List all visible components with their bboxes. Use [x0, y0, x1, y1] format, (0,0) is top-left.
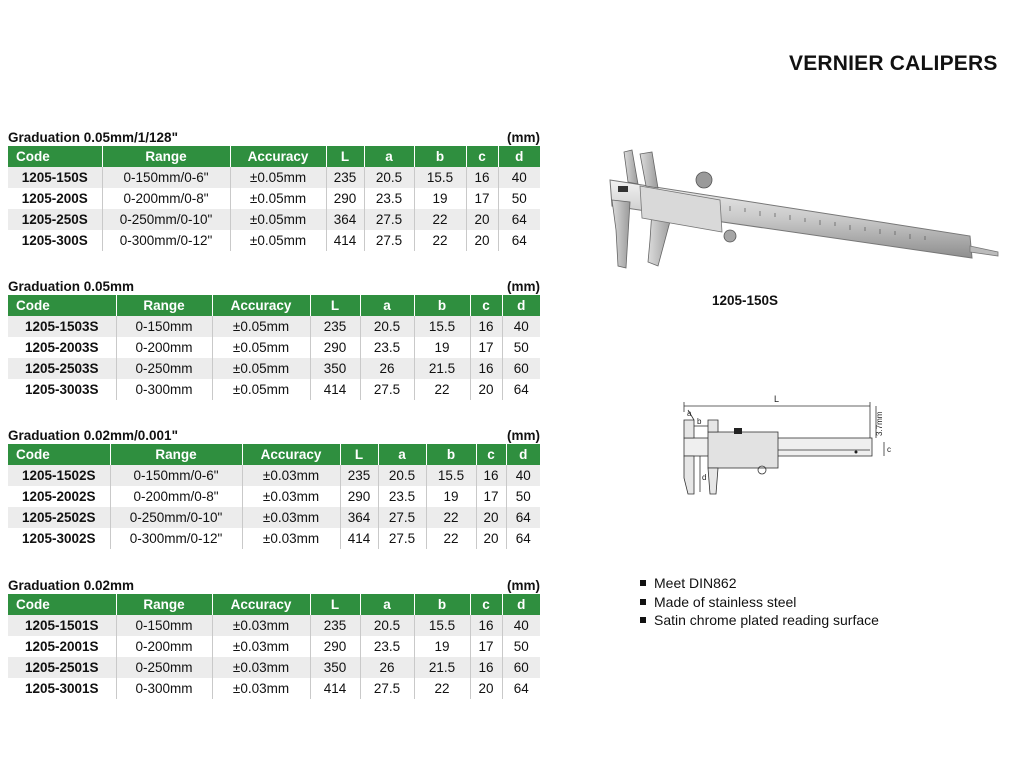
cell: 20: [470, 379, 502, 400]
cell: 0-150mm/0-6": [110, 465, 242, 486]
cell: 60: [502, 358, 540, 379]
col-range: Range: [116, 295, 212, 316]
cell: 40: [502, 316, 540, 337]
cell: 15.5: [414, 316, 470, 337]
cell: 17: [466, 188, 498, 209]
cell: 27.5: [360, 678, 414, 699]
cell: 0-250mm: [116, 657, 212, 678]
cell: 1205-2503S: [8, 358, 116, 379]
cell: 1205-3001S: [8, 678, 116, 699]
cell: 0-150mm/0-6": [102, 167, 230, 188]
col-code: Code: [8, 594, 116, 615]
cell: 64: [502, 379, 540, 400]
cell: 40: [506, 465, 540, 486]
col-b: b: [414, 146, 466, 167]
graduation-label: Graduation 0.02mm: [8, 578, 135, 593]
cell: 414: [340, 528, 378, 549]
cell: 26: [360, 657, 414, 678]
caliper-illustration: [600, 140, 1010, 280]
cell: 16: [470, 657, 502, 678]
cell: 20: [470, 678, 502, 699]
cell: 290: [326, 188, 364, 209]
feature-item: Satin chrome plated reading surface: [640, 611, 879, 630]
cell: 0-200mm: [116, 636, 212, 657]
cell: 15.5: [414, 615, 470, 636]
cell: 23.5: [360, 337, 414, 358]
col-c: c: [466, 146, 498, 167]
cell: ±0.03mm: [242, 528, 340, 549]
spec-table: [8, 146, 540, 251]
cell: ±0.05mm: [212, 358, 310, 379]
cell: 20: [466, 230, 498, 251]
cell: 1205-250S: [8, 209, 102, 230]
col-accuracy: Accuracy: [212, 295, 310, 316]
col-L: L: [310, 295, 360, 316]
cell: 20: [466, 209, 498, 230]
cell: 235: [310, 316, 360, 337]
cell: 0-250mm: [116, 358, 212, 379]
cell: 22: [426, 528, 476, 549]
bullet-icon: [640, 617, 646, 623]
cell: 0-200mm: [116, 337, 212, 358]
spec-block-3: [8, 426, 540, 549]
cell: 22: [414, 230, 466, 251]
spec-block-4: [8, 576, 540, 699]
bullet-icon: [640, 580, 646, 586]
cell: ±0.05mm: [230, 188, 326, 209]
cell: 1205-2502S: [8, 507, 110, 528]
col-b: b: [414, 295, 470, 316]
cell: 290: [310, 337, 360, 358]
table-header-row: [8, 594, 540, 615]
unit-label: (mm): [507, 428, 540, 443]
table-row: [8, 678, 540, 699]
cell: 50: [498, 188, 540, 209]
cell: 17: [470, 337, 502, 358]
cell: 27.5: [364, 230, 414, 251]
graduation-label: Graduation 0.05mm: [8, 279, 135, 294]
cell: 20.5: [378, 465, 426, 486]
cell: 414: [310, 678, 360, 699]
cell: 20: [476, 528, 506, 549]
drawing-label-d: d: [702, 473, 707, 482]
cell: 64: [498, 209, 540, 230]
cell: 64: [498, 230, 540, 251]
cell: 27.5: [378, 528, 426, 549]
cell: 16: [476, 465, 506, 486]
cell: ±0.03mm: [242, 507, 340, 528]
cell: 1205-2501S: [8, 657, 116, 678]
table-row: [8, 615, 540, 636]
table-row: [8, 230, 540, 251]
cell: 414: [326, 230, 364, 251]
unit-label: (mm): [507, 279, 540, 294]
table-row: [8, 528, 540, 549]
drawing-label-b: b: [697, 417, 702, 426]
col-a: a: [378, 444, 426, 465]
table-row: [8, 507, 540, 528]
cell: 23.5: [360, 636, 414, 657]
cell: 23.5: [364, 188, 414, 209]
cell: 1205-3003S: [8, 379, 116, 400]
table-row: [8, 316, 540, 337]
graduation-label: Graduation 0.05mm/1/128": [8, 130, 178, 145]
cell: 16: [470, 358, 502, 379]
cell: 0-150mm: [116, 615, 212, 636]
cell: 64: [502, 678, 540, 699]
feature-list: [640, 574, 879, 630]
cell: 235: [310, 615, 360, 636]
col-d: d: [498, 146, 540, 167]
table-header-row: [8, 146, 540, 167]
cell: 15.5: [426, 465, 476, 486]
spec-block-1: [8, 128, 540, 251]
cell: 64: [506, 528, 540, 549]
cell: 19: [414, 188, 466, 209]
table-row: [8, 636, 540, 657]
graduation-label: Graduation 0.02mm/0.001": [8, 428, 178, 443]
col-range: Range: [116, 594, 212, 615]
cell: 414: [310, 379, 360, 400]
cell: ±0.03mm: [212, 636, 310, 657]
cell: 1205-300S: [8, 230, 102, 251]
cell: 60: [502, 657, 540, 678]
cell: 17: [476, 486, 506, 507]
col-accuracy: Accuracy: [242, 444, 340, 465]
cell: 19: [426, 486, 476, 507]
col-a: a: [360, 594, 414, 615]
cell: ±0.05mm: [212, 379, 310, 400]
cell: 0-250mm/0-10": [110, 507, 242, 528]
cell: 350: [310, 358, 360, 379]
col-accuracy: Accuracy: [212, 594, 310, 615]
col-b: b: [414, 594, 470, 615]
spec-table: [8, 444, 540, 549]
cell: 27.5: [378, 507, 426, 528]
cell: ±0.05mm: [230, 167, 326, 188]
cell: 350: [310, 657, 360, 678]
col-code: Code: [8, 295, 116, 316]
cell: ±0.03mm: [212, 678, 310, 699]
cell: 0-200mm/0-8": [102, 188, 230, 209]
cell: 19: [414, 337, 470, 358]
drawing-label-dim: 3.7mm: [875, 411, 884, 436]
table-row: [8, 358, 540, 379]
clamp-screw-icon: [734, 428, 742, 434]
cell: 23.5: [378, 486, 426, 507]
bullet-icon: [640, 599, 646, 605]
col-range: Range: [110, 444, 242, 465]
col-L: L: [340, 444, 378, 465]
unit-label: (mm): [507, 130, 540, 145]
col-L: L: [326, 146, 364, 167]
dimension-diagram: [670, 390, 900, 510]
drawing-label-a: a: [687, 409, 692, 418]
cell: 16: [466, 167, 498, 188]
col-a: a: [364, 146, 414, 167]
unit-label: (mm): [507, 578, 540, 593]
cell: 0-150mm: [116, 316, 212, 337]
caliper-photo: [600, 140, 1010, 280]
drawing-label-c: c: [887, 445, 891, 454]
cell: 1205-150S: [8, 167, 102, 188]
col-c: c: [470, 295, 502, 316]
col-code: Code: [8, 146, 102, 167]
spec-table: [8, 295, 540, 400]
table-row: [8, 486, 540, 507]
table-row: [8, 167, 540, 188]
cell: ±0.05mm: [212, 337, 310, 358]
col-L: L: [310, 594, 360, 615]
cell: 1205-1501S: [8, 615, 116, 636]
cell: ±0.03mm: [242, 465, 340, 486]
col-a: a: [360, 295, 414, 316]
feature-item: Meet DIN862: [640, 574, 879, 593]
page-title: VERNIER CALIPERS: [789, 52, 998, 75]
cell: 0-300mm/0-12": [102, 230, 230, 251]
cell: 27.5: [360, 379, 414, 400]
cell: 0-250mm/0-10": [102, 209, 230, 230]
cell: 20.5: [360, 316, 414, 337]
col-d: d: [502, 295, 540, 316]
table-row: [8, 465, 540, 486]
cell: 290: [310, 636, 360, 657]
col-c: c: [476, 444, 506, 465]
cell: 1205-2001S: [8, 636, 116, 657]
cell: 50: [506, 486, 540, 507]
spec-table: [8, 594, 540, 699]
cell: 22: [414, 678, 470, 699]
cell: 22: [414, 379, 470, 400]
cell: 40: [502, 615, 540, 636]
col-accuracy: Accuracy: [230, 146, 326, 167]
cell: 1205-1503S: [8, 316, 116, 337]
cell: 50: [502, 636, 540, 657]
cell: 20.5: [360, 615, 414, 636]
cell: 21.5: [414, 358, 470, 379]
col-range: Range: [102, 146, 230, 167]
cell: 290: [340, 486, 378, 507]
caliper-drawing: [670, 390, 900, 510]
col-code: Code: [8, 444, 110, 465]
cell: 1205-2002S: [8, 486, 110, 507]
cell: ±0.03mm: [212, 615, 310, 636]
spec-block-2: [8, 277, 540, 400]
col-d: d: [502, 594, 540, 615]
col-c: c: [470, 594, 502, 615]
table-row: [8, 188, 540, 209]
cell: ±0.05mm: [212, 316, 310, 337]
cell: 20: [476, 507, 506, 528]
cell: 235: [326, 167, 364, 188]
cell: 0-200mm/0-8": [110, 486, 242, 507]
cell: 22: [414, 209, 466, 230]
cell: 27.5: [364, 209, 414, 230]
table-row: [8, 657, 540, 678]
table-row: [8, 337, 540, 358]
table-header-row: [8, 444, 540, 465]
col-d: d: [506, 444, 540, 465]
cell: 1205-1502S: [8, 465, 110, 486]
cell: 235: [340, 465, 378, 486]
cell: 364: [326, 209, 364, 230]
cell: 364: [340, 507, 378, 528]
feature-item: Made of stainless steel: [640, 593, 879, 612]
cell: 0-300mm: [116, 678, 212, 699]
cell: 15.5: [414, 167, 466, 188]
cell: 19: [414, 636, 470, 657]
cell: 0-300mm: [116, 379, 212, 400]
drawing-label-L: L: [774, 394, 780, 404]
photo-caption: 1205-150S: [712, 293, 779, 308]
cell: 50: [502, 337, 540, 358]
cell: 1205-200S: [8, 188, 102, 209]
cell: 16: [470, 615, 502, 636]
col-b: b: [426, 444, 476, 465]
cell: 1205-2003S: [8, 337, 116, 358]
cell: 22: [426, 507, 476, 528]
cell: 64: [506, 507, 540, 528]
cell: 17: [470, 636, 502, 657]
table-row: [8, 209, 540, 230]
table-header-row: [8, 295, 540, 316]
cell: 20.5: [364, 167, 414, 188]
cell: 40: [498, 167, 540, 188]
cell: 1205-3002S: [8, 528, 110, 549]
cell: ±0.03mm: [212, 657, 310, 678]
cell: 21.5: [414, 657, 470, 678]
cell: ±0.03mm: [242, 486, 340, 507]
cell: ±0.05mm: [230, 230, 326, 251]
table-row: [8, 379, 540, 400]
cell: 26: [360, 358, 414, 379]
cell: ±0.05mm: [230, 209, 326, 230]
cell: 0-300mm/0-12": [110, 528, 242, 549]
cell: 16: [470, 316, 502, 337]
